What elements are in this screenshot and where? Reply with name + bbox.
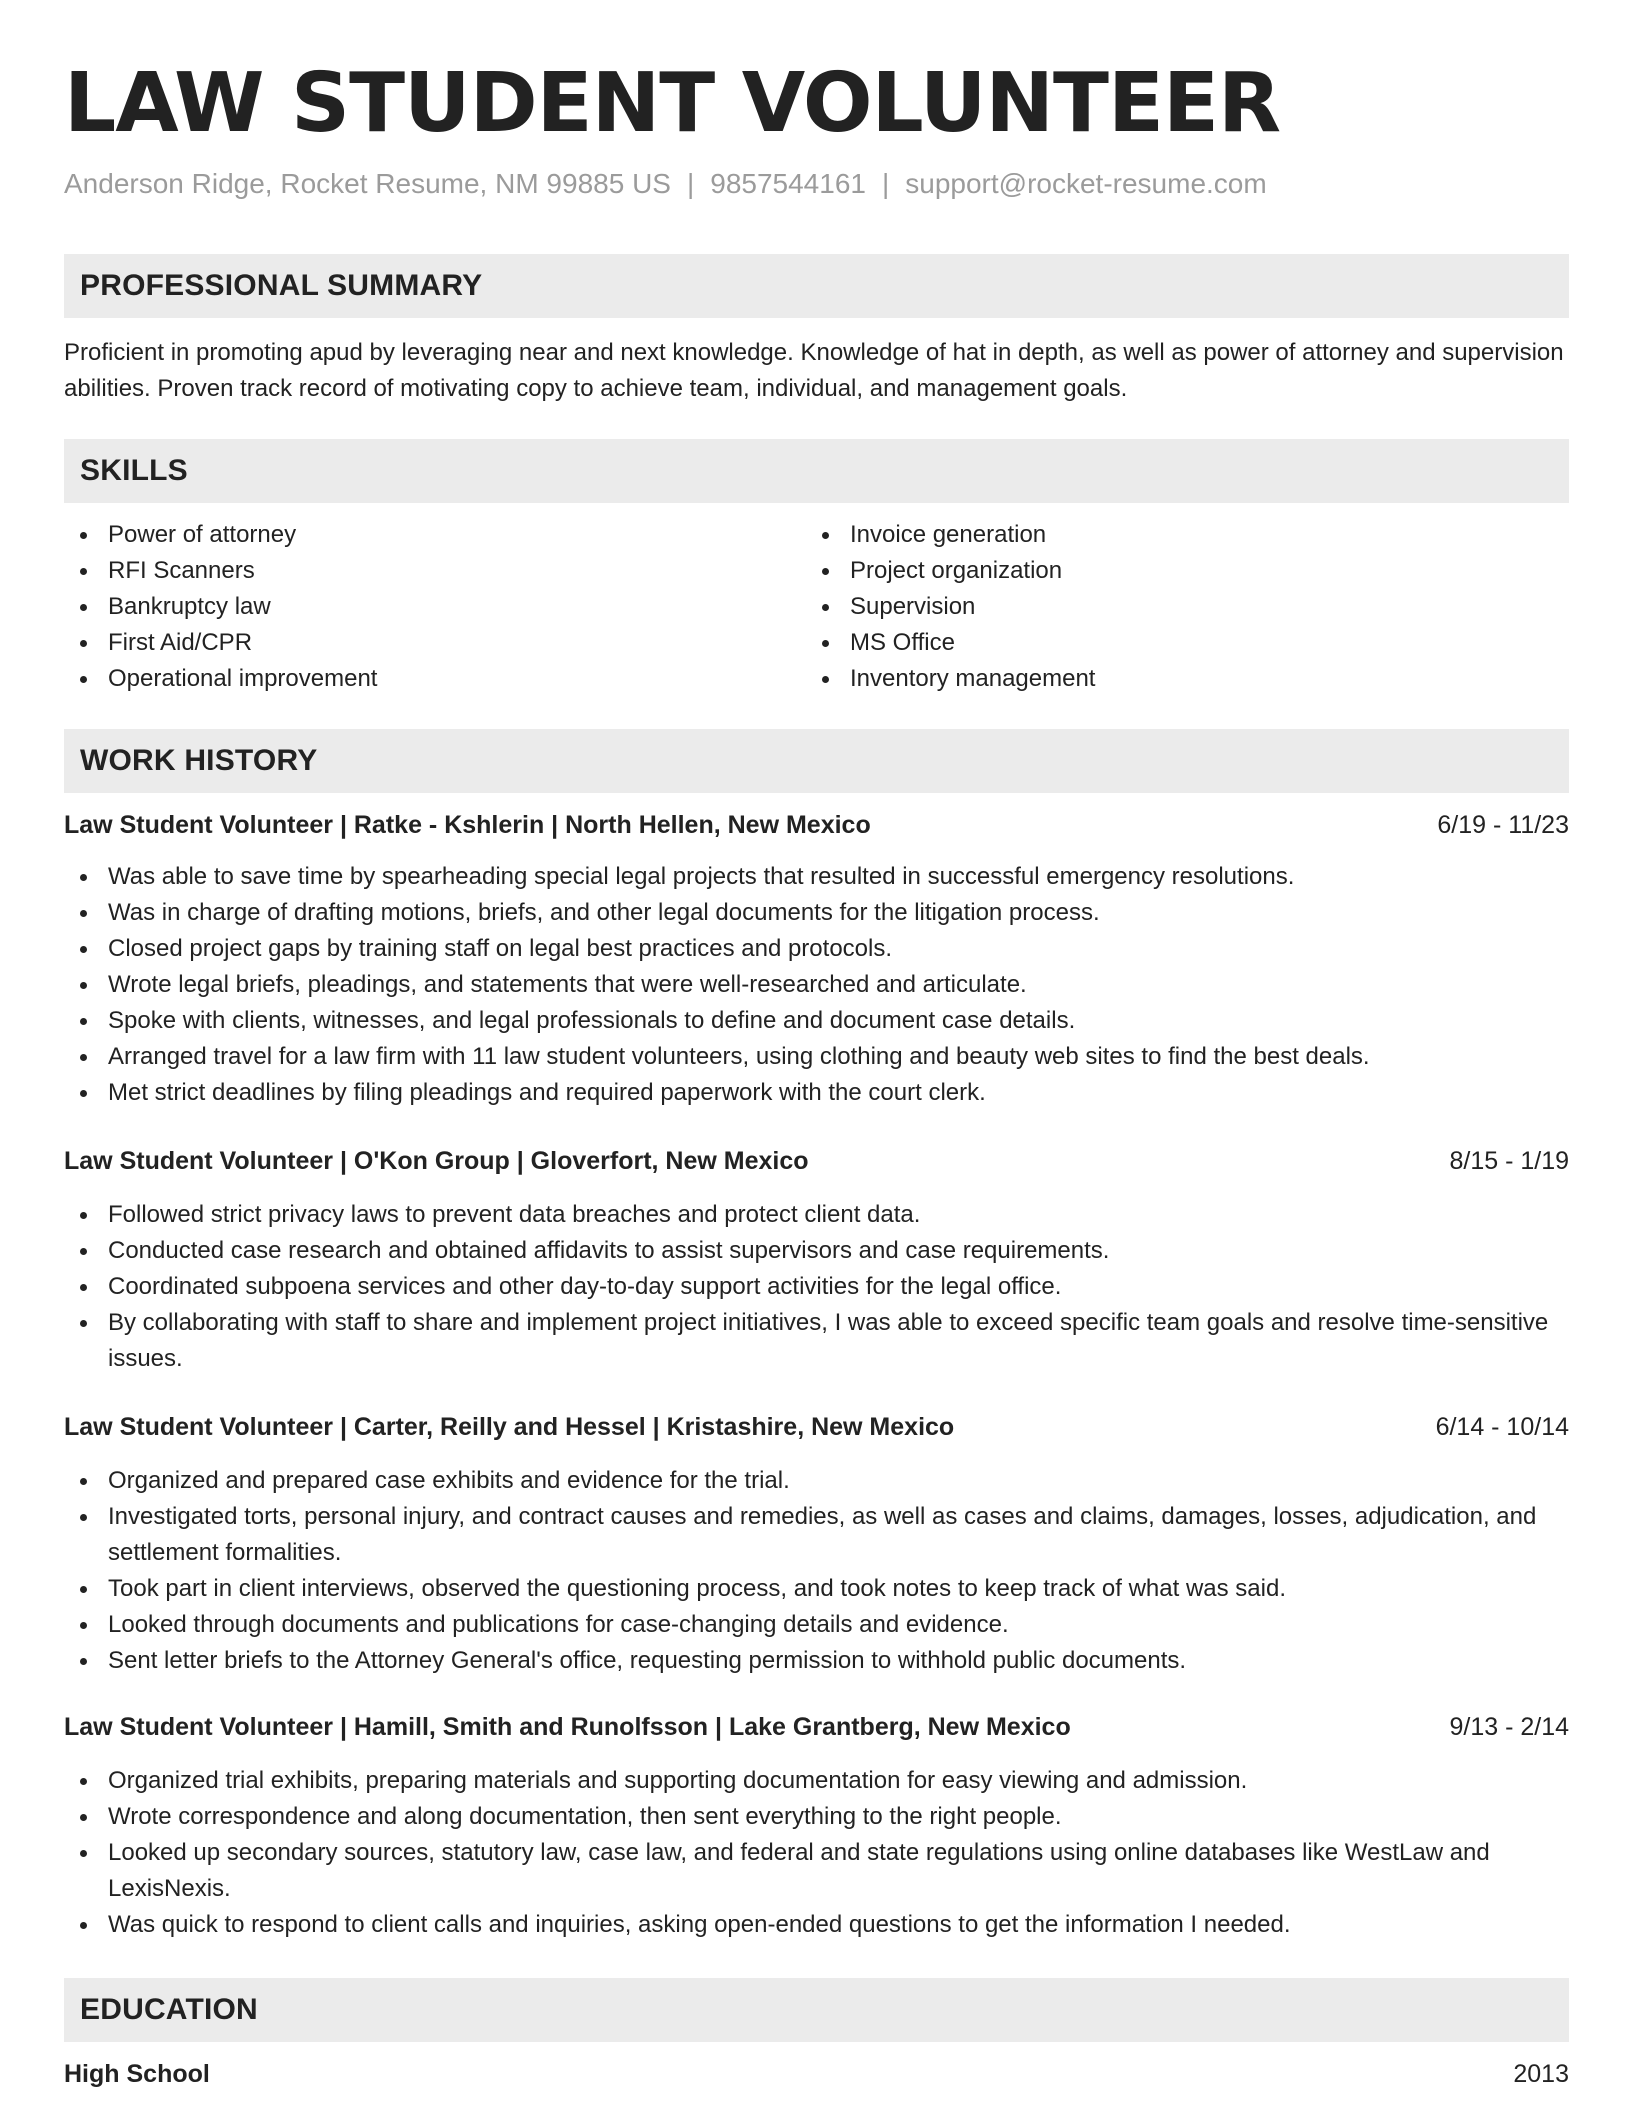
skill-item: Invoice generation	[806, 517, 1548, 553]
job-title: Law Student Volunteer | Ratke - Kshlerin | North Hellen, New Mexico	[64, 811, 871, 839]
job-bullet: Was in charge of drafting motions, briefs, and other legal documents for the litigation process.	[64, 895, 1569, 931]
job-bullet: Was quick to respond to client calls and inquiries, asking open-ended questions to get the information I needed.	[64, 1907, 1569, 1943]
job-bullet: Conducted case research and obtained affidavits to assist supervisors and case requirements.	[64, 1233, 1569, 1269]
job-bullets	[64, 1463, 1569, 1679]
job-dates: 8/15 - 1/19	[1449, 1147, 1569, 1175]
job-bullets	[64, 1763, 1569, 1943]
job-dates: 9/13 - 2/14	[1449, 1713, 1569, 1741]
job-bullet: Looked up secondary sources, statutory law, case law, and federal and state regulations using online databases like WestLaw and LexisNexis.	[64, 1835, 1569, 1907]
skill-item: Bankruptcy law	[64, 589, 806, 625]
education-entry	[64, 2056, 1569, 2092]
job-heading-row	[64, 1709, 1569, 1745]
section-header-education: EDUCATION	[64, 1978, 1569, 2042]
contact-email: support@rocket-resume.com	[905, 168, 1267, 199]
job-entry	[64, 1143, 1569, 1377]
summary-text: Proficient in promoting apud by leveraging near and next knowledge. Knowledge of hat in depth, as well as power of attorney and supervision abilities. Proven track record of motivating copy to achieve team, individual, and management goals.	[64, 339, 1564, 402]
skills-column-right	[806, 517, 1548, 697]
skill-item: Power of attorney	[64, 517, 806, 553]
contact-line	[64, 166, 1569, 202]
job-bullets	[64, 859, 1569, 1111]
job-bullet: Wrote legal briefs, pleadings, and statements that were well-researched and articulate.	[64, 967, 1569, 1003]
job-bullet: Followed strict privacy laws to prevent data breaches and protect client data.	[64, 1197, 1569, 1233]
section-header-summary: PROFESSIONAL SUMMARY	[64, 254, 1569, 318]
job-dates: 6/14 - 10/14	[1435, 1413, 1569, 1441]
job-title: Law Student Volunteer | O'Kon Group | Gloverfort, New Mexico	[64, 1147, 809, 1175]
job-bullet: Coordinated subpoena services and other day-to-day support activities for the legal office.	[64, 1269, 1569, 1305]
job-bullet: Organized and prepared case exhibits and evidence for the trial.	[64, 1463, 1569, 1499]
job-heading-row	[64, 807, 1569, 843]
job-bullet: Arranged travel for a law firm with 11 law student volunteers, using clothing and beauty web sites to find the best deals.	[64, 1039, 1569, 1075]
job-bullet: Organized trial exhibits, preparing materials and supporting documentation for easy viewing and admission.	[64, 1763, 1569, 1799]
education-year: 2013	[1513, 2060, 1569, 2088]
job-bullet: Wrote correspondence and along documentation, then sent everything to the right people.	[64, 1799, 1569, 1835]
contact-separator: |	[686, 168, 695, 199]
job-bullet: Closed project gaps by training staff on legal best practices and protocols.	[64, 931, 1569, 967]
job-bullet: Investigated torts, personal injury, and contract causes and remedies, as well as cases and claims, damages, losses, adjudication, and settlement formalities.	[64, 1499, 1569, 1571]
contact-address: Anderson Ridge, Rocket Resume, NM 99885 US	[64, 168, 671, 199]
skills-column-left	[64, 517, 806, 697]
job-bullet: Took part in client interviews, observed the questioning process, and took notes to keep track of what was said.	[64, 1571, 1569, 1607]
section-header-skills: SKILLS	[64, 439, 1569, 503]
job-entry	[64, 807, 1569, 1111]
job-heading-row	[64, 1143, 1569, 1179]
job-dates: 6/19 - 11/23	[1437, 811, 1569, 839]
job-entry	[64, 1709, 1569, 1943]
skill-item: First Aid/CPR	[64, 625, 806, 661]
contact-separator: |	[881, 168, 890, 199]
skill-item: Operational improvement	[64, 661, 806, 697]
skills-list	[64, 517, 1569, 697]
job-bullet: Sent letter briefs to the Attorney General's office, requesting permission to withhold public documents.	[64, 1643, 1569, 1679]
skill-item: RFI Scanners	[64, 553, 806, 589]
skill-item: Project organization	[806, 553, 1548, 589]
job-title: Law Student Volunteer | Hamill, Smith and Runolfsson | Lake Grantberg, New Mexico	[64, 1713, 1071, 1741]
skill-item: MS Office	[806, 625, 1548, 661]
education-degree: High School	[64, 2060, 210, 2088]
job-bullet: Spoke with clients, witnesses, and legal professionals to define and document case details.	[64, 1003, 1569, 1039]
skill-item: Inventory management	[806, 661, 1548, 697]
skill-item: Supervision	[806, 589, 1548, 625]
section-header-work-history: WORK HISTORY	[64, 729, 1569, 793]
candidate-name: LAW STUDENT VOLUNTEER	[64, 56, 1281, 151]
job-bullets	[64, 1197, 1569, 1377]
job-title: Law Student Volunteer | Carter, Reilly and Hessel | Kristashire, New Mexico	[64, 1413, 955, 1441]
job-bullet: Met strict deadlines by filing pleadings and required paperwork with the court clerk.	[64, 1075, 1569, 1111]
job-entry	[64, 1409, 1569, 1679]
job-heading-row	[64, 1409, 1569, 1445]
job-bullet: Was able to save time by spearheading special legal projects that resulted in successful emergency resolutions.	[64, 859, 1569, 895]
job-bullet: Looked through documents and publications for case-changing details and evidence.	[64, 1607, 1569, 1643]
job-bullet: By collaborating with staff to share and implement project initiatives, I was able to exceed specific team goals and resolve time-sensitive issues.	[64, 1305, 1569, 1377]
contact-phone: 9857544161	[710, 168, 866, 199]
